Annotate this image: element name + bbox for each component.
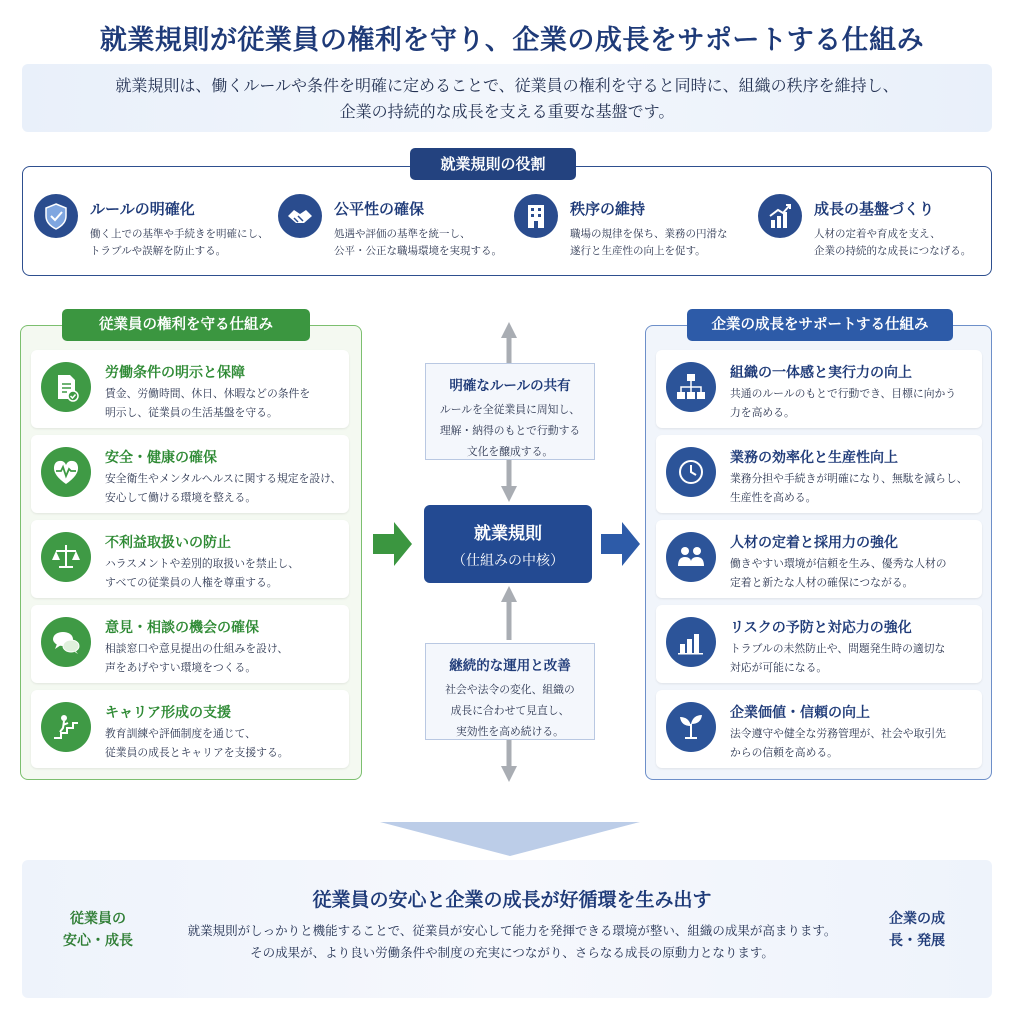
role-desc: 処遇や評価の基準を統一し、 公平・公正な職場環境を実現する。 bbox=[334, 228, 502, 257]
org-chart-icon bbox=[666, 362, 716, 412]
employee-rights-header: 従業員の権利を守る仕組み bbox=[62, 309, 310, 341]
continuous-improvement-desc: 社会や法令の変化、組織の 成長に合わせて見直し、 実効性を高め続ける。 bbox=[445, 683, 575, 738]
heart-pulse-icon bbox=[41, 447, 91, 497]
core-title: 就業規則 bbox=[474, 524, 542, 544]
card-title: 組織の一体感と実行力の向上 bbox=[730, 365, 912, 381]
left-card-disadvantage-prevention bbox=[31, 520, 349, 598]
left-card-consultation bbox=[31, 605, 349, 683]
card-desc: 賃金、労働時間、休日、休暇などの条件を 明示し、従業員の生活基盤を守る。 bbox=[105, 387, 311, 419]
clock-icon bbox=[666, 447, 716, 497]
card-desc: ハラスメントや差別的取扱いを禁止し、 すべての従業員の人権を尊重する。 bbox=[105, 557, 300, 589]
card-title: 業務の効率化と生産性向上 bbox=[730, 450, 898, 466]
card-desc: トラブルの未然防止や、問題発生時の適切な 対応が可能になる。 bbox=[730, 642, 946, 674]
role-item-order bbox=[504, 192, 744, 262]
role-desc: 働く上での基準や手続きを明確にし、 トラブルや誤解を防止する。 bbox=[90, 228, 269, 257]
company-growth-header: 企業の成長をサポートする仕組み bbox=[687, 309, 953, 341]
handshake-icon bbox=[278, 194, 322, 238]
right-card-risk bbox=[656, 605, 982, 683]
right-card-trust bbox=[656, 690, 982, 768]
card-title: リスクの予防と対応力の強化 bbox=[730, 620, 912, 636]
card-desc: 安全衛生やメンタルヘルスに関する規定を設け、 安心して働ける環境を整える。 bbox=[105, 472, 342, 504]
role-item-fairness bbox=[268, 192, 508, 262]
rule-sharing-title: 明確なルールの共有 bbox=[449, 378, 571, 394]
card-desc: 法令遵守や健全な労務管理が、社会や取引先 からの信頼を高める。 bbox=[730, 727, 946, 759]
card-desc: 教育訓練や評価制度を通じて、 従業員の成長とキャリアを支援する。 bbox=[105, 727, 289, 759]
intro-line-1: 就業規則は、働くルールや条件を明確に定めることで、従業員の権利を守ると同時に、組織の秩序を維持し、 bbox=[115, 76, 899, 95]
role-title: 成長の基盤づくり bbox=[814, 200, 935, 218]
rule-sharing-box bbox=[425, 363, 595, 460]
rule-sharing-desc: ルールを全従業員に周知し、 理解・納得のもとで行動する 文化を醸成する。 bbox=[439, 403, 581, 458]
card-desc: 業務分担や手続きが明確になり、無駄を減らし、 生産性を高める。 bbox=[730, 472, 968, 504]
card-title: 安全・健康の確保 bbox=[105, 450, 217, 466]
building-icon bbox=[514, 194, 558, 238]
card-title: 不利益取扱いの防止 bbox=[105, 535, 231, 551]
continuous-improvement-box bbox=[425, 643, 595, 740]
virtuous-cycle-desc: 就業規則がしっかりと機能することで、従業員が安心して能力を発揮できる環境が整い、組織の成果が高まります。 その成果が、より良い労働条件や制度の充実につながり、さらなる成長の原動力となります。 bbox=[187, 923, 837, 960]
roles-header: 就業規則の役割 bbox=[410, 148, 576, 180]
card-title: 人材の定着と採用力の強化 bbox=[730, 535, 898, 551]
shield-icon bbox=[34, 194, 78, 238]
card-title: 意見・相談の機会の確保 bbox=[105, 620, 259, 636]
page-title: 就業規則が従業員の権利を守り、企業の成長をサポートする仕組み bbox=[99, 25, 925, 56]
virtuous-cycle-title: 従業員の安心と企業の成長が好循環を生み出す bbox=[312, 889, 712, 911]
right-card-unity bbox=[656, 350, 982, 428]
company-cycle-label: 企業の成 長・発展 bbox=[889, 911, 945, 949]
intro-line-2: 企業の持続的な成長を支える重要な基盤です。 bbox=[339, 102, 675, 121]
card-title: 労働条件の明示と保障 bbox=[105, 365, 245, 381]
left-card-safety-health bbox=[31, 435, 349, 513]
work-rules-core bbox=[424, 505, 592, 583]
growth-chart-icon bbox=[758, 194, 802, 238]
people-icon bbox=[666, 532, 716, 582]
core-subtitle: （仕組みの中核） bbox=[452, 553, 564, 569]
scales-icon bbox=[41, 532, 91, 582]
card-desc: 働きやすい環境が信頼を生み、優秀な人材の 定着と新たな人材の確保につながる。 bbox=[730, 557, 947, 589]
role-title: 秩序の維持 bbox=[570, 200, 646, 218]
intro-box bbox=[22, 64, 992, 132]
card-title: 企業価値・信頼の向上 bbox=[730, 705, 870, 721]
bar-chart-icon bbox=[666, 617, 716, 667]
card-desc: 相談窓口や意見提出の仕組みを設け、 声をあげやすい環境をつくる。 bbox=[105, 642, 289, 674]
role-desc: 人材の定着や育成を支え、 企業の持続的な成長につなげる。 bbox=[814, 228, 972, 257]
employee-cycle-label: 従業員の 安心・成長 bbox=[63, 911, 133, 949]
chat-bubbles-icon bbox=[41, 617, 91, 667]
left-card-career-support bbox=[31, 690, 349, 768]
card-desc: 共通のルールのもとで行動でき、目標に向かう 力を高める。 bbox=[730, 387, 957, 419]
right-card-talent bbox=[656, 520, 982, 598]
role-title: ルールの明確化 bbox=[90, 200, 195, 218]
document-check-icon bbox=[41, 362, 91, 412]
left-card-working-conditions bbox=[31, 350, 349, 428]
career-steps-icon bbox=[41, 702, 91, 752]
right-card-efficiency bbox=[656, 435, 982, 513]
role-title: 公平性の確保 bbox=[334, 200, 425, 218]
card-title: キャリア形成の支援 bbox=[105, 705, 231, 721]
role-item-growth-foundation bbox=[748, 192, 988, 262]
sprout-icon bbox=[666, 702, 716, 752]
role-desc: 職場の規律を保ち、業務の円滑な 遂行と生産性の向上を促す。 bbox=[570, 228, 728, 257]
role-item-rule-clarity bbox=[24, 192, 269, 262]
continuous-improvement-title: 継続的な運用と改善 bbox=[449, 658, 571, 674]
